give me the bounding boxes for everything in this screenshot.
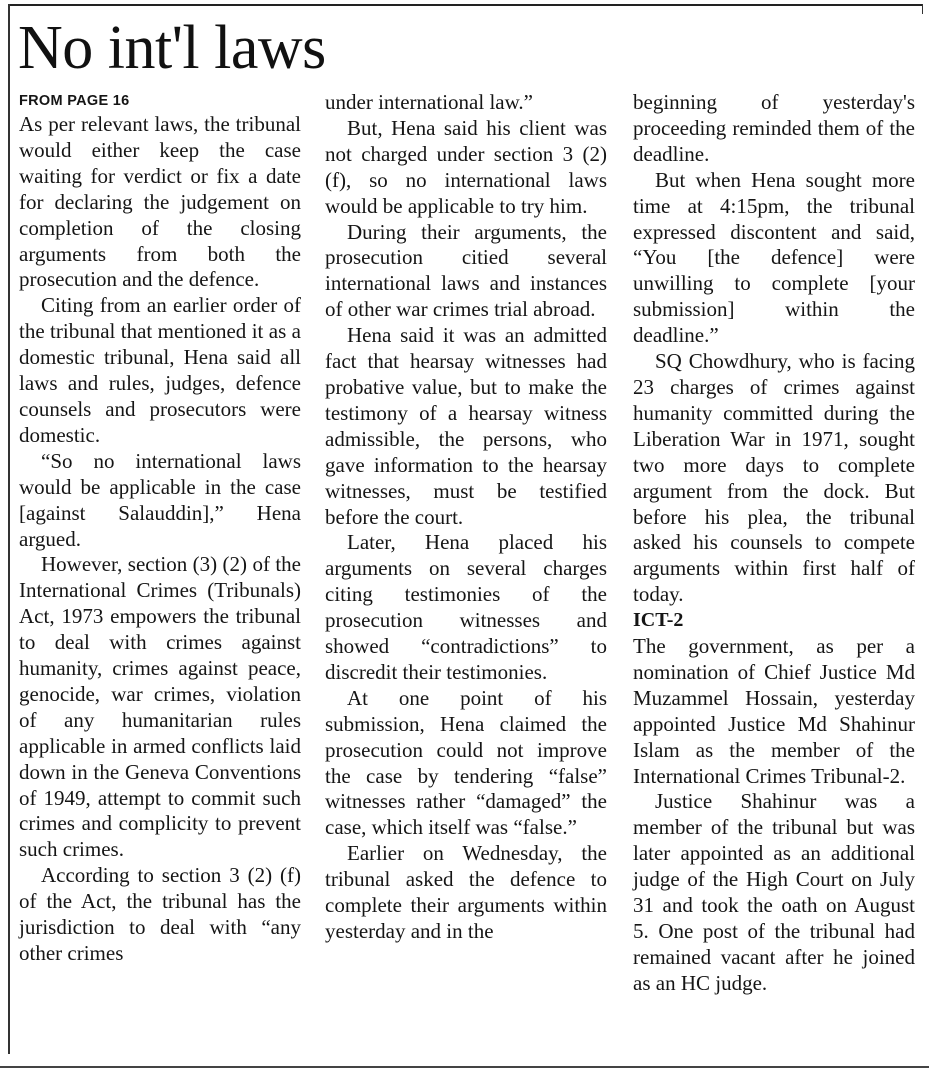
paragraph: Citing from an earlier order of the tribunal that mentioned it as a domestic tribunal, Hena said all laws and rules, judges, defence counsels and prosecutors were domestic. [19, 293, 301, 447]
top-border-rule [8, 4, 923, 6]
article-column-1 [19, 90, 301, 967]
paragraph: According to section 3 (2) (f) of the Act, the tribunal has the jurisdiction to deal with “any other crimes [19, 863, 301, 965]
article-column-2 [325, 90, 607, 945]
bottom-border-rule [0, 1066, 929, 1068]
paragraph: Hena said it was an admitted fact that hearsay witnesses had probative value, but to make the testimony of a hearsay witness admissible, the persons, who gave information to the hearsay witnesses, must be testified before the court. [325, 323, 607, 529]
section-subhead: ICT-2 [633, 609, 684, 632]
article-headline: No int'l laws [18, 14, 326, 82]
jump-line: FROM PAGE 16 [19, 93, 130, 109]
paragraph: As per relevant laws, the tribunal would either keep the case waiting for verdict or fix a date for declaring the judgement on completion of the closing arguments from both the prosecution and the defence. [19, 112, 301, 292]
paragraph: beginning of yesterday's proceeding reminded them of the deadline. [633, 90, 915, 166]
paragraph: The government, as per a nomination of Chief Justice Md Muzammel Hossain, yesterday appointed Justice Md Shahinur Islam as the member of the International Crimes Tribunal-2. [633, 634, 915, 788]
paragraph: under international law.” [325, 90, 533, 114]
paragraph: During their arguments, the prosecution citied several international laws and instances of other war crimes trial abroad. [325, 219, 607, 322]
left-border-rule [8, 4, 10, 1054]
paragraph: SQ Chowdhury, who is facing 23 charges of crimes against humanity committed during the Liberation War in 1971, sought two more days to complete argument from the dock. But before his plea, the tribunal asked his counsels to compete arguments within first half of today. [633, 349, 915, 607]
paragraph: Earlier on Wednesday, the tribunal asked the defence to complete their arguments within yesterday and in the [325, 841, 607, 943]
paragraph: Later, Hena placed his arguments on several charges citing testimonies of the prosecution witnesses and showed “contradictions” to discredit their testimonies. [325, 530, 607, 684]
paragraph: Justice Shahinur was a member of the tribunal but was later appointed as an additional judge of the High Court on July 31 and took the oath on August 5. One post of the tribunal had remained vacant after he joined as an HC judge. [633, 789, 915, 995]
article-column-3 [633, 90, 915, 997]
right-border-tick [922, 4, 923, 14]
paragraph: But when Hena sought more time at 4:15pm, the tribunal expressed discontent and said, “You [the defence] were unwilling to complete [your submission] within the deadline.” [633, 167, 915, 348]
paragraph: “So no international laws would be applicable in the case [against Salauddin],” Hena argued. [19, 448, 301, 551]
paragraph: But, Hena said his client was not charged under section 3 (2) (f), so no international laws would be applicable to try him. [325, 115, 607, 218]
paragraph: However, section (3) (2) of the International Crimes (Tribunals) Act, 1973 empowers the tribunal to deal with crimes against humanity, crimes against peace, genocide, war crimes, violation of any humanitarian rules applicable in armed conflicts laid down in the Geneva Conventions of 1949, attempt to commit such crimes and complicity to prevent such crimes. [19, 552, 301, 862]
paragraph: At one point of his submission, Hena claimed the prosecution could not improve the case by tendering “false” witnesses rather “damaged” the case, which itself was “false.” [325, 685, 607, 840]
